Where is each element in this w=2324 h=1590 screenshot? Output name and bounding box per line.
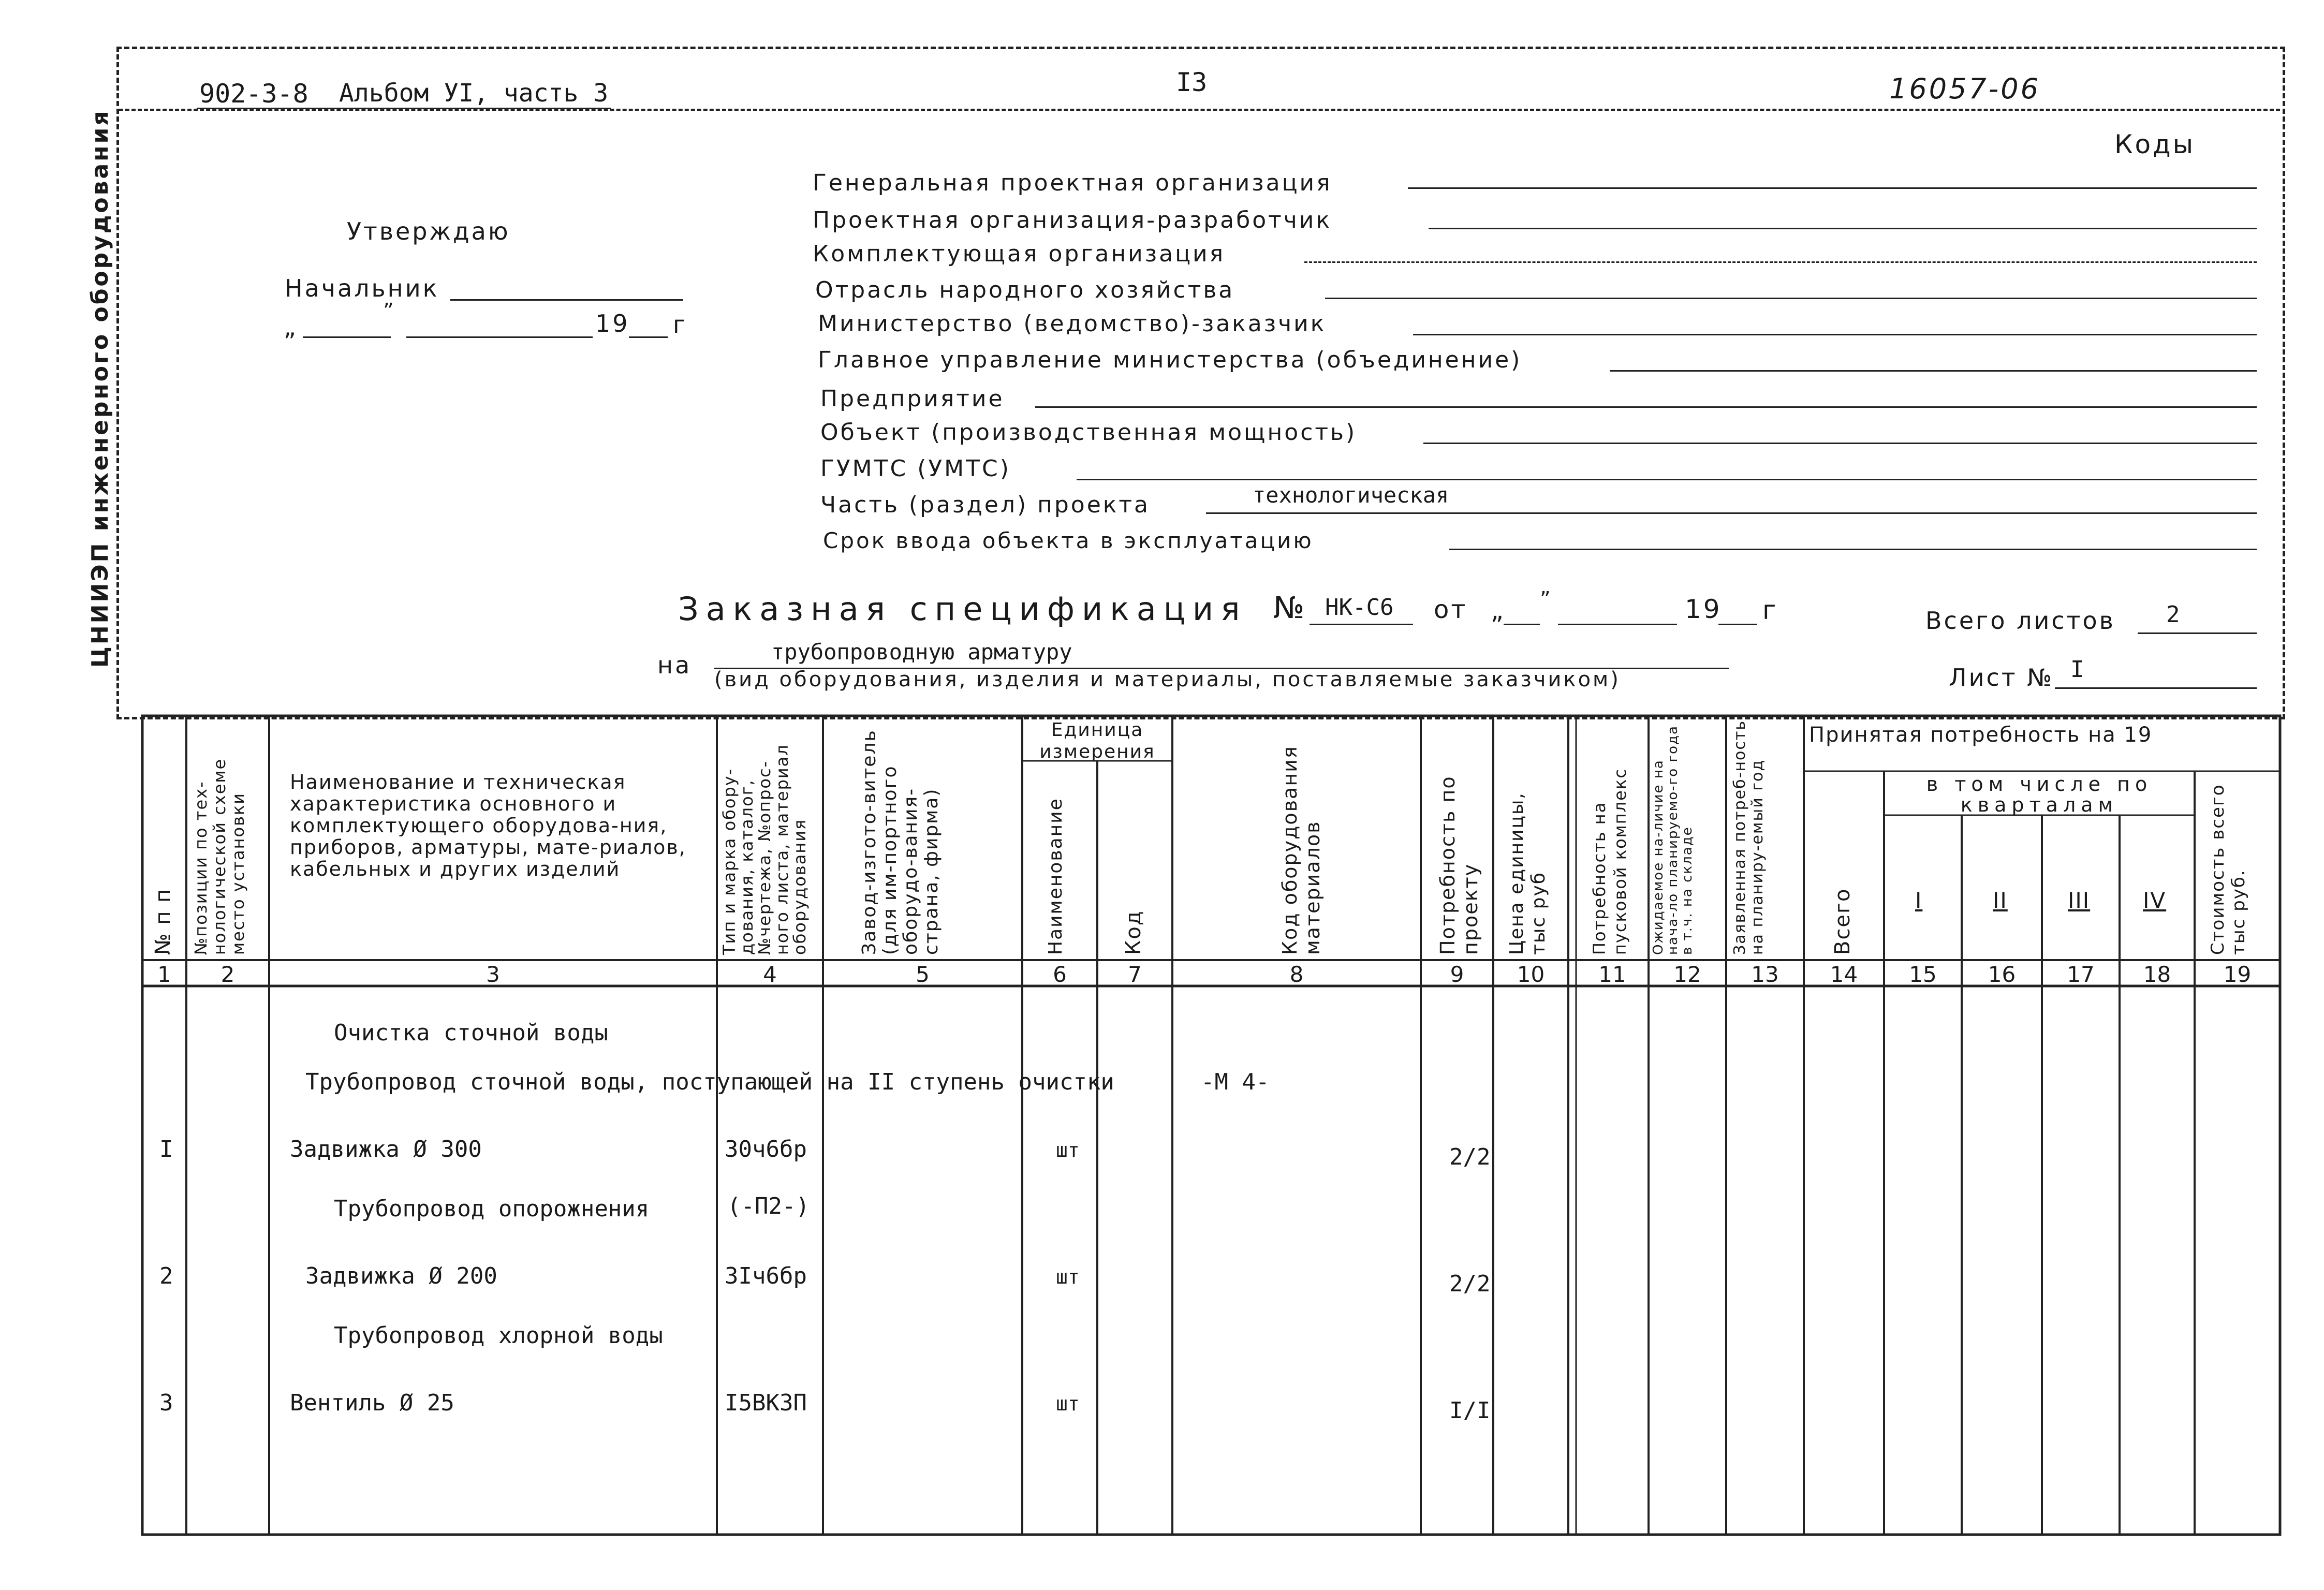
col-header-unit-code: Код (1122, 910, 1145, 955)
org-field-label: Отрасль народного хозяйства (815, 277, 1235, 303)
spec-number-label: № (1273, 590, 1307, 625)
column-number: 15 (1909, 962, 1937, 987)
col-header-q3: III (2068, 888, 2091, 913)
album-label: Альбом УI, часть 3 (339, 79, 609, 108)
approval-year-suffix: г (673, 311, 688, 338)
total-sheets-label: Всего листов (1925, 607, 2115, 635)
spec-quote-right: ” (1540, 587, 1553, 611)
column-number: 4 (763, 962, 777, 987)
spec-number-value: НК-С6 (1325, 594, 1394, 621)
pipeline-title: Трубопровод хлорной воды (334, 1322, 663, 1349)
org-field-label: ГУМТС (УМТС) (820, 455, 1011, 482)
org-field-label: Генеральная проектная организация (813, 170, 1332, 196)
column-number: 13 (1751, 962, 1779, 987)
column-number: 14 (1830, 962, 1858, 987)
approval-title: Утверждаю (347, 217, 510, 245)
total-sheets-value: 2 (2166, 601, 2180, 628)
item-name: Задвижка Ø 300 (290, 1136, 482, 1162)
pipeline-code: (-П2-) (727, 1193, 810, 1219)
org-field-label: Срок ввода объекта в эксплуатацию (823, 528, 1314, 553)
col-header-launch (1589, 717, 1630, 955)
item-quantity: 2/2 (1449, 1144, 1491, 1170)
row-number: I (159, 1136, 173, 1162)
org-field-value: технологическая (1253, 482, 1449, 508)
item-quantity: I/I (1449, 1397, 1491, 1424)
col-header-number: № п п (151, 888, 175, 955)
spec-on-caption: (вид оборудования, изделия и материалы, поставляемые заказчиком) (714, 668, 1621, 691)
unit-group-header (1027, 719, 1167, 763)
codes-label: Коды (2114, 129, 2196, 159)
column-number: 9 (1450, 962, 1464, 987)
doc-code: 902-3-8 (199, 79, 308, 109)
org-field-label: Главное управление министерства (объединение) (818, 347, 1522, 373)
col-header-demand-text: Потребность по проекту (1436, 775, 1482, 955)
col-header-cost-text: Стоимость всего тыс руб. (2208, 784, 2249, 955)
spec-on-label: на (657, 651, 692, 679)
approval-quote-left: „ (284, 313, 298, 341)
accepted-group-header: Принятая потребность на 19 (1809, 723, 2153, 747)
quarters-group-header (1889, 774, 2189, 815)
pipeline-title: Трубопровод опорожнения (334, 1196, 650, 1222)
item-unit: шт (1056, 1139, 1080, 1161)
row-number: 2 (159, 1263, 173, 1289)
col-header-q2: II (1993, 888, 2008, 913)
column-number: 12 (1673, 962, 1701, 987)
col-header-launch-text: Потребность на пусковой комплекс (1590, 768, 1630, 955)
page-number: I3 (1176, 67, 1208, 97)
col-header-equipment-code-text: Код оборудования материалов (1278, 745, 1324, 955)
column-number: 17 (2067, 962, 2095, 987)
unit-group-header-text: Единица измерения (1039, 719, 1155, 762)
col-header-demand (1436, 748, 1482, 955)
spec-from-label: от (1434, 595, 1468, 624)
column-number: 6 (1053, 962, 1067, 987)
org-field-label: Проектная организация-разработчик (813, 207, 1332, 233)
spec-quote-left: „ (1491, 596, 1506, 625)
col-header-type (720, 717, 808, 955)
item-type: I5ВКЗП (725, 1390, 807, 1416)
side-stamp: ЦНИИЭП инженерного оборудования (87, 109, 113, 668)
spec-year-suffix: г (1762, 595, 1778, 625)
spec-on-value: трубопроводную арматуру (771, 639, 1072, 665)
item-type: 3Iч6бр (725, 1263, 807, 1289)
col-header-manufacturer (859, 727, 942, 955)
column-number: 10 (1517, 962, 1545, 987)
column-number: 8 (1289, 962, 1304, 987)
col-header-price (1506, 748, 1550, 955)
column-number: 18 (2143, 962, 2171, 987)
col-header-position (192, 717, 247, 955)
section-title: Очистка сточной воды (334, 1020, 608, 1046)
col-header-declared-text: Заявленная потреб-ность на планиру-емый год (1731, 719, 1767, 955)
col-header-expected (1651, 717, 1695, 955)
column-number: 7 (1128, 962, 1142, 987)
item-name: Вентиль Ø 25 (290, 1390, 454, 1416)
col-header-type-text: Тип и марка обору-дования, каталог, №чертежа, №опрос-ного листа, материал оборудования (719, 744, 810, 955)
col-header-price-text: Цена единицы, тыс руб (1506, 792, 1549, 955)
org-field-label: Министерство (ведомство)-заказчик (818, 311, 1327, 337)
quarters-group-header-text: в том числе по кварталам (1926, 773, 2153, 816)
column-number: 5 (916, 962, 930, 987)
col-header-cost (2208, 748, 2249, 955)
col-header-position-text: №позиции по тех-нологической схеме место установки (191, 758, 248, 955)
org-field-label: Часть (раздел) проекта (820, 492, 1150, 518)
drawing-number: 16057-06 (1889, 72, 2040, 105)
item-unit: шт (1056, 1392, 1080, 1415)
col-header-manufacturer-text: Завод-изгото-витель (для им-портного оборудо-вания-страна, фирма) (859, 729, 942, 955)
col-header-total: Всего (1831, 888, 1855, 955)
item-type: 30ч6бр (725, 1136, 807, 1162)
col-header-equipment-code (1278, 727, 1324, 955)
pipeline-title: Трубопровод сточной воды, поступающей на II ступень очистки (305, 1069, 1114, 1095)
col-header-name-text: Наименование и техническая характеристика основного и комплектующего оборудова-ния, приборов, арматуры, мате-риалов, кабельных и других изделий (290, 771, 686, 880)
col-header-expected-text: Ожидаемое на-личие на нача-ло планируемо-го года в т.ч. на складе (1651, 725, 1695, 955)
col-header-q4: IV (2143, 888, 2167, 913)
col-header-name (290, 771, 704, 880)
col-header-declared (1731, 717, 1767, 955)
chief-label: Начальник (285, 274, 439, 302)
approval-year: 19 (595, 310, 630, 337)
org-field-label: Предприятие (820, 386, 1005, 412)
col-header-unit-name: Наименование (1045, 798, 1066, 955)
item-name: Задвижка Ø 200 (305, 1263, 497, 1289)
column-number: 2 (220, 962, 235, 987)
sheet-label: Лист № (1949, 664, 2054, 691)
column-number: 11 (1598, 962, 1626, 987)
column-number: 19 (2223, 962, 2252, 987)
item-quantity: 2/2 (1449, 1271, 1491, 1297)
approval-quote-right: ” (383, 299, 396, 323)
column-number: 3 (486, 962, 500, 987)
org-field-label: Объект (производственная мощность) (820, 419, 1357, 446)
col-header-q1: I (1915, 888, 1923, 913)
sheet-value: I (2070, 656, 2084, 683)
org-field-label: Комплектующая организация (813, 241, 1226, 267)
item-unit: шт (1056, 1265, 1080, 1288)
spec-title: Заказная спецификация (678, 590, 1247, 628)
column-number: 1 (157, 962, 171, 987)
column-number: 16 (1988, 962, 2016, 987)
pipeline-code: -М 4- (1201, 1069, 1270, 1095)
row-number: 3 (159, 1390, 173, 1416)
spec-year: 19 (1685, 594, 1722, 624)
